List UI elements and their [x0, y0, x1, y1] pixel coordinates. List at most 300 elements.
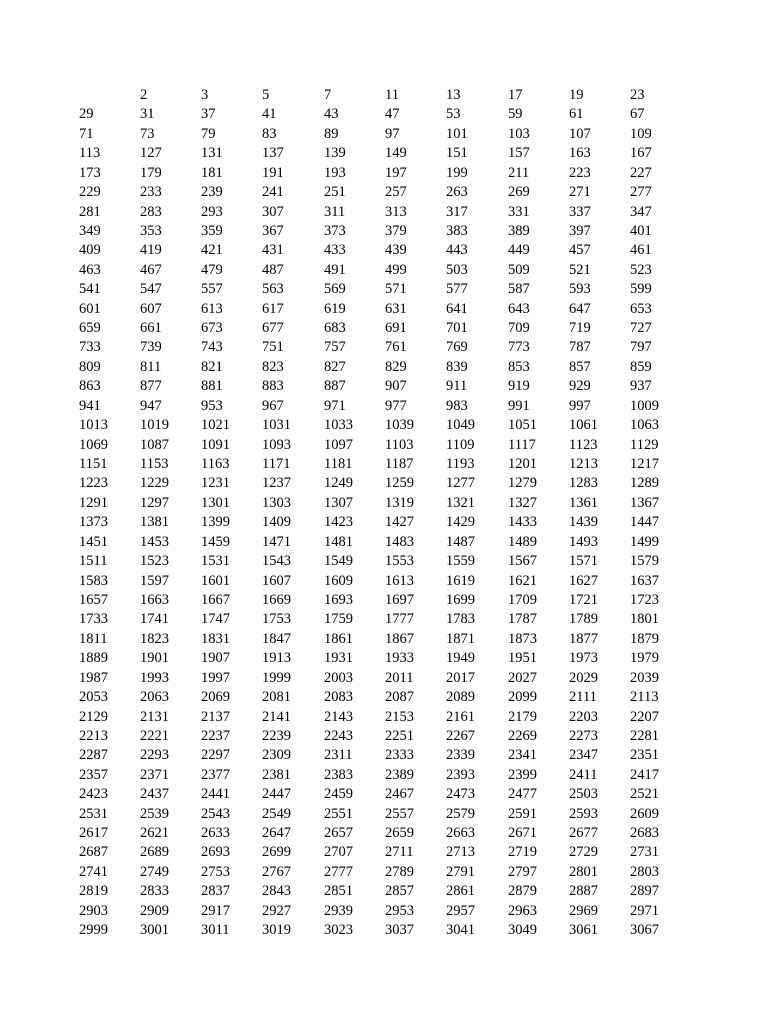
table-cell: 523: [630, 261, 652, 278]
table-cell: 1231: [201, 475, 230, 492]
table-cell: 29: [79, 106, 94, 123]
table-cell: 2293: [140, 747, 169, 764]
table-cell: 1493: [569, 533, 598, 550]
table-cell: 2617: [79, 825, 108, 842]
table-cell: 1153: [140, 456, 169, 473]
table-cell: 71: [79, 125, 94, 142]
table-cell: 1013: [79, 417, 108, 434]
table-cell: 823: [262, 358, 284, 375]
table-cell: 1987: [79, 669, 108, 686]
table-row: [79, 824, 719, 843]
table-cell: 1601: [201, 572, 230, 589]
table-row: [79, 183, 719, 202]
table-cell: 1693: [324, 591, 353, 608]
table-cell: 337: [569, 203, 591, 220]
table-cell: 1871: [446, 630, 475, 647]
table-cell: 127: [140, 145, 162, 162]
table-cell: 1499: [630, 533, 659, 550]
table-cell: 1301: [201, 494, 230, 511]
table-row: [79, 610, 719, 629]
table-cell: 113: [79, 145, 101, 162]
table-cell: 2753: [201, 863, 230, 880]
table-cell: 1553: [385, 553, 414, 570]
table-cell: 1579: [630, 553, 659, 570]
table-cell: 2729: [569, 844, 598, 861]
table-cell: 2377: [201, 766, 230, 783]
table-cell: 1129: [630, 436, 659, 453]
table-cell: 2551: [324, 805, 353, 822]
table-cell: 859: [630, 358, 652, 375]
table-cell: 109: [630, 125, 652, 142]
table-cell: 269: [508, 184, 530, 201]
table-cell: 1229: [140, 475, 169, 492]
table-cell: 2441: [201, 786, 230, 803]
table-cell: 1993: [140, 669, 169, 686]
table-cell: 2851: [324, 883, 353, 900]
table-row: [79, 921, 719, 940]
table-cell: 1433: [508, 514, 537, 531]
table-cell: 1021: [201, 417, 230, 434]
table-row: [79, 338, 719, 357]
table-cell: 3061: [569, 922, 598, 939]
table-cell: 653: [630, 300, 652, 317]
table-cell: 2053: [79, 689, 108, 706]
table-cell: 631: [385, 300, 407, 317]
table-cell: 457: [569, 242, 591, 259]
table-cell: 1033: [324, 417, 353, 434]
table-cell: 3011: [201, 922, 230, 939]
table-cell: 1549: [324, 553, 353, 570]
table-cell: 1931: [324, 650, 353, 667]
table-cell: 439: [385, 242, 407, 259]
table-cell: 163: [569, 145, 591, 162]
table-row: [79, 241, 719, 260]
table-cell: 3067: [630, 922, 659, 939]
table-cell: 2713: [446, 844, 475, 861]
table-cell: 907: [385, 378, 407, 395]
table-cell: 1811: [79, 630, 108, 647]
table-cell: 883: [262, 378, 284, 395]
table-cell: 1327: [508, 494, 537, 511]
table-cell: 2531: [79, 805, 108, 822]
table-cell: 2833: [140, 883, 169, 900]
table-cell: 1201: [508, 456, 537, 473]
table-cell: 1609: [324, 572, 353, 589]
table-cell: 151: [446, 145, 468, 162]
table-cell: 461: [630, 242, 652, 259]
table-cell: 751: [262, 339, 284, 356]
table-cell: 41: [262, 106, 277, 123]
table-cell: 397: [569, 222, 591, 239]
prime-number-table: [79, 86, 719, 941]
table-row: [79, 203, 719, 222]
table-cell: 701: [446, 320, 468, 337]
table-cell: 2153: [385, 708, 414, 725]
table-cell: 307: [262, 203, 284, 220]
table-cell: 167: [630, 145, 652, 162]
table-row: [79, 630, 719, 649]
table-cell: 283: [140, 203, 162, 220]
table-cell: 929: [569, 378, 591, 395]
table-cell: 2347: [569, 747, 598, 764]
table-cell: 223: [569, 164, 591, 181]
table-cell: 2087: [385, 689, 414, 706]
table-cell: 1187: [385, 456, 414, 473]
table-cell: 2677: [569, 825, 598, 842]
table-cell: 593: [569, 281, 591, 298]
table-cell: 2591: [508, 805, 537, 822]
table-cell: 2243: [324, 727, 353, 744]
table-row: [79, 572, 719, 591]
table-cell: 431: [262, 242, 284, 259]
table-cell: 1237: [262, 475, 291, 492]
table-cell: 881: [201, 378, 223, 395]
table-cell: 2789: [385, 863, 414, 880]
table-cell: 2417: [630, 766, 659, 783]
table-cell: 1459: [201, 533, 230, 550]
table-cell: 1523: [140, 553, 169, 570]
table-cell: 1867: [385, 630, 414, 647]
table-cell: 2357: [79, 766, 108, 783]
table-cell: 2857: [385, 883, 414, 900]
table-cell: 809: [79, 358, 101, 375]
table-cell: 911: [446, 378, 468, 395]
table-cell: 331: [508, 203, 530, 220]
table-cell: 1787: [508, 611, 537, 628]
table-row: [79, 669, 719, 688]
table-cell: 619: [324, 300, 346, 317]
table-cell: 1801: [630, 611, 659, 628]
table-row: [79, 436, 719, 455]
table-cell: 673: [201, 320, 223, 337]
table-cell: 827: [324, 358, 346, 375]
table-cell: 1259: [385, 475, 414, 492]
table-cell: 2887: [569, 883, 598, 900]
table-cell: 1367: [630, 494, 659, 511]
table-cell: 1297: [140, 494, 169, 511]
table-cell: 1489: [508, 533, 537, 550]
table-cell: 709: [508, 320, 530, 337]
table-cell: 797: [630, 339, 652, 356]
table-cell: 2767: [262, 863, 291, 880]
table-cell: 251: [324, 184, 346, 201]
table-cell: 2287: [79, 747, 108, 764]
table-cell: 509: [508, 261, 530, 278]
table-row: [79, 533, 719, 552]
table-cell: 2797: [508, 863, 537, 880]
table-cell: 1657: [79, 591, 108, 608]
table-cell: 2099: [508, 689, 537, 706]
table-cell: 11: [385, 87, 399, 103]
table-cell: 1399: [201, 514, 230, 531]
table-cell: 367: [262, 222, 284, 239]
table-cell: 1723: [630, 591, 659, 608]
table-cell: 179: [140, 164, 162, 181]
table-cell: 2239: [262, 727, 291, 744]
table-cell: 2521: [630, 786, 659, 803]
table-cell: 1741: [140, 611, 169, 628]
table-cell: 1039: [385, 417, 414, 434]
table-cell: 1061: [569, 417, 598, 434]
table-cell: 1933: [385, 650, 414, 667]
table-cell: 503: [446, 261, 468, 278]
table-cell: 1423: [324, 514, 353, 531]
table-cell: 379: [385, 222, 407, 239]
table-cell: 491: [324, 261, 346, 278]
table-cell: 67: [630, 106, 645, 123]
table-cell: 2579: [446, 805, 475, 822]
table-cell: 1597: [140, 572, 169, 589]
table-cell: 877: [140, 378, 162, 395]
table-cell: 293: [201, 203, 223, 220]
table-cell: 1439: [569, 514, 598, 531]
table-cell: 101: [446, 125, 468, 142]
table-cell: 1567: [508, 553, 537, 570]
table-cell: 2557: [385, 805, 414, 822]
table-cell: 2437: [140, 786, 169, 803]
table-cell: 139: [324, 145, 346, 162]
table-cell: 1049: [446, 417, 475, 434]
table-cell: 1063: [630, 417, 659, 434]
table-cell: 2459: [324, 786, 353, 803]
table-cell: 311: [324, 203, 346, 220]
table-cell: 947: [140, 397, 162, 414]
table-row: [79, 125, 719, 144]
table-cell: 1789: [569, 611, 598, 628]
table-cell: 2351: [630, 747, 659, 764]
table-cell: 647: [569, 300, 591, 317]
table-cell: 2791: [446, 863, 475, 880]
table-cell: 1289: [630, 475, 659, 492]
table-cell: 773: [508, 339, 530, 356]
table-cell: 467: [140, 261, 162, 278]
table-cell: 271: [569, 184, 591, 201]
table-cell: 613: [201, 300, 223, 317]
table-cell: 107: [569, 125, 591, 142]
table-cell: 727: [630, 320, 652, 337]
table-cell: 2927: [262, 902, 291, 919]
table-cell: 281: [79, 203, 101, 220]
table-row: [79, 455, 719, 474]
table-cell: 2879: [508, 883, 537, 900]
table-cell: 1619: [446, 572, 475, 589]
table-cell: 2549: [262, 805, 291, 822]
table-cell: 19: [569, 87, 584, 103]
table-cell: 47: [385, 106, 400, 123]
table-cell: 1283: [569, 475, 598, 492]
table-cell: 2039: [630, 669, 659, 686]
table-cell: 2543: [201, 805, 230, 822]
table-cell: 433: [324, 242, 346, 259]
table-cell: 1481: [324, 533, 353, 550]
table-cell: 617: [262, 300, 284, 317]
table-cell: 479: [201, 261, 223, 278]
table-cell: 61: [569, 106, 584, 123]
table-cell: 1213: [569, 456, 598, 473]
table-cell: 2131: [140, 708, 169, 725]
table-cell: 59: [508, 106, 523, 123]
table-cell: 1583: [79, 572, 108, 589]
table-cell: 2861: [446, 883, 475, 900]
table-row: [79, 416, 719, 435]
table-cell: 521: [569, 261, 591, 278]
table-cell: 1249: [324, 475, 353, 492]
table-cell: 2939: [324, 902, 353, 919]
table-cell: 73: [140, 125, 155, 142]
table-cell: 557: [201, 281, 223, 298]
table-cell: 1447: [630, 514, 659, 531]
table-cell: 1669: [262, 591, 291, 608]
table-cell: 2801: [569, 863, 598, 880]
table-cell: 3019: [262, 922, 291, 939]
table-cell: 997: [569, 397, 591, 414]
table-cell: 677: [262, 320, 284, 337]
table-cell: 1217: [630, 456, 659, 473]
table-cell: 419: [140, 242, 162, 259]
table-cell: 2113: [630, 689, 659, 706]
table-cell: 953: [201, 397, 223, 414]
table-cell: 37: [201, 106, 216, 123]
table-cell: 89: [324, 125, 339, 142]
table-cell: 569: [324, 281, 346, 298]
table-cell: 173: [79, 164, 101, 181]
table-row: [79, 105, 719, 124]
table-cell: 1381: [140, 514, 169, 531]
table-cell: 349: [79, 222, 101, 239]
table-cell: 2917: [201, 902, 230, 919]
table-cell: 239: [201, 184, 223, 201]
table-cell: 857: [569, 358, 591, 375]
table-cell: 2969: [569, 902, 598, 919]
table-cell: 79: [201, 125, 216, 142]
table-cell: 2719: [508, 844, 537, 861]
table-cell: 373: [324, 222, 346, 239]
table-row: [79, 688, 719, 707]
table-cell: 1861: [324, 630, 353, 647]
table-cell: 1721: [569, 591, 598, 608]
table-row: [79, 863, 719, 882]
table-cell: 2957: [446, 902, 475, 919]
table-cell: 23: [630, 87, 645, 103]
table-cell: 2203: [569, 708, 598, 725]
table-cell: 2339: [446, 747, 475, 764]
table-row: [79, 552, 719, 571]
table-cell: 409: [79, 242, 101, 259]
table-cell: 1451: [79, 533, 108, 550]
table-cell: 487: [262, 261, 284, 278]
table-cell: 1223: [79, 475, 108, 492]
table-cell: 17: [508, 87, 523, 103]
table-cell: 2963: [508, 902, 537, 919]
table-cell: 971: [324, 397, 346, 414]
table-row: [79, 474, 719, 493]
table-row: [79, 397, 719, 416]
table-cell: 313: [385, 203, 407, 220]
table-cell: 2953: [385, 902, 414, 919]
table-cell: 983: [446, 397, 468, 414]
table-cell: 2399: [508, 766, 537, 783]
table-cell: 2111: [569, 689, 597, 706]
table-cell: 733: [79, 339, 101, 356]
table-cell: 1777: [385, 611, 414, 628]
table-cell: 2707: [324, 844, 353, 861]
table-cell: 757: [324, 339, 346, 356]
table-cell: 1913: [262, 650, 291, 667]
table-cell: 347: [630, 203, 652, 220]
table-cell: 2803: [630, 863, 659, 880]
table-cell: 1109: [446, 436, 475, 453]
table-row: [79, 902, 719, 921]
table-cell: 7: [324, 87, 332, 103]
table-cell: 1783: [446, 611, 475, 628]
table-cell: 1319: [385, 494, 414, 511]
table-cell: 1559: [446, 553, 475, 570]
table-cell: 137: [262, 145, 284, 162]
table-cell: 2281: [630, 727, 659, 744]
table-cell: 2393: [446, 766, 475, 783]
table-row: [79, 746, 719, 765]
table-cell: 601: [79, 300, 101, 317]
table-cell: 563: [262, 281, 284, 298]
table-cell: 1979: [630, 650, 659, 667]
table-row: [79, 708, 719, 727]
table-cell: 3: [201, 87, 209, 103]
table-cell: 2273: [569, 727, 598, 744]
table-cell: 941: [79, 397, 101, 414]
table-row: [79, 319, 719, 338]
table-cell: 1873: [508, 630, 537, 647]
table-cell: 2693: [201, 844, 230, 861]
table-cell: 919: [508, 378, 530, 395]
table-cell: 1321: [446, 494, 475, 511]
table-row: [79, 805, 719, 824]
table-cell: 3049: [508, 922, 537, 939]
table-cell: 587: [508, 281, 530, 298]
table-cell: 887: [324, 378, 346, 395]
table-cell: 1093: [262, 436, 291, 453]
table-cell: 1997: [201, 669, 230, 686]
table-cell: 2657: [324, 825, 353, 842]
table-cell: 157: [508, 145, 530, 162]
table-cell: 2447: [262, 786, 291, 803]
table-cell: 1847: [262, 630, 291, 647]
table-cell: 2903: [79, 902, 108, 919]
table-cell: 2251: [385, 727, 414, 744]
table-cell: 2083: [324, 689, 353, 706]
table-row: [79, 785, 719, 804]
table-cell: 2069: [201, 689, 230, 706]
table-row: [79, 222, 719, 241]
table-cell: 739: [140, 339, 162, 356]
table-cell: 577: [446, 281, 468, 298]
table-cell: 1889: [79, 650, 108, 667]
table-cell: 263: [446, 184, 468, 201]
table-row: [79, 513, 719, 532]
table-cell: 2897: [630, 883, 659, 900]
table-cell: 2411: [569, 766, 598, 783]
table-cell: 421: [201, 242, 223, 259]
table-cell: 1733: [79, 611, 108, 628]
table-cell: 2503: [569, 786, 598, 803]
table-row: [79, 882, 719, 901]
table-cell: 2267: [446, 727, 475, 744]
table-cell: 211: [508, 164, 530, 181]
table-cell: 1901: [140, 650, 169, 667]
table-cell: 2137: [201, 708, 230, 725]
table-cell: 839: [446, 358, 468, 375]
table-cell: 499: [385, 261, 407, 278]
table-cell: 1117: [508, 436, 536, 453]
